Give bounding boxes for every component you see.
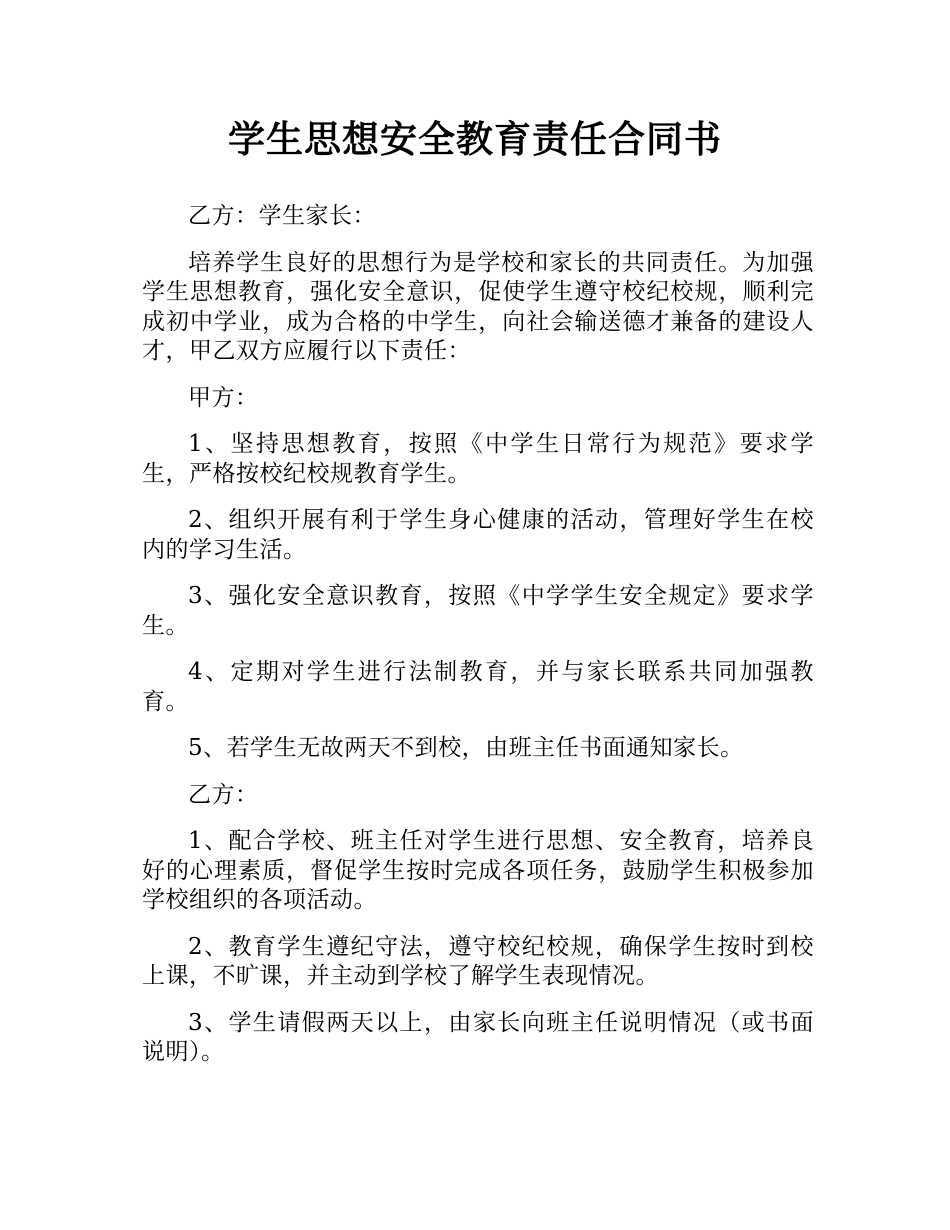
party-b-header: 乙方：学生家长： <box>188 203 376 229</box>
party-b-label: 乙方： <box>188 781 259 808</box>
party-a-item-2: 2、组织开展有利于学生身心健康的活动，管理好学生在校内的学习生活。 <box>142 507 814 563</box>
party-a-item-4: 4、定期对学生进行法制教育，并与家长联系共同加强教育。 <box>142 659 814 715</box>
party-a-item-5: 5、若学生无故两天不到校，由班主任书面通知家长。 <box>188 735 744 761</box>
party-a-label: 甲方： <box>188 384 259 411</box>
party-b-item-2: 2、教育学生遵纪守法，遵守校纪校规，确保学生按时到校上课，不旷课，并主动到学校了解学生表现情况。 <box>142 933 814 989</box>
intro-paragraph: 培养学生良好的思想行为是学校和家长的共同责任。为加强学生思想教育，强化安全意识，促使学生遵守校纪校规，顺利完成初中学业，成为合格的中学生，向社会输送德才兼备的建设人才，甲乙双方应履行以下责任： <box>142 249 814 364</box>
party-a-item-3: 3、强化安全意识教育，按照《中学学生安全规定》要求学生。 <box>142 583 814 639</box>
party-b-item-1: 1、配合学校、班主任对学生进行思想、安全教育，培养良好的心理素质，督促学生按时完成各项任务，鼓励学生积极参加学校组织的各项活动。 <box>142 828 814 913</box>
document-body <box>142 202 814 1085</box>
party-b-item-3: 3、学生请假两天以上，由家长向班主任说明情况（或书面说明）。 <box>142 1009 814 1065</box>
party-a-item-1: 1、坚持思想教育，按照《中学生日常行为规范》要求学生，严格按校纪校规教育学生。 <box>142 431 814 487</box>
document-title: 学生思想安全教育责任合同书 <box>228 118 722 161</box>
